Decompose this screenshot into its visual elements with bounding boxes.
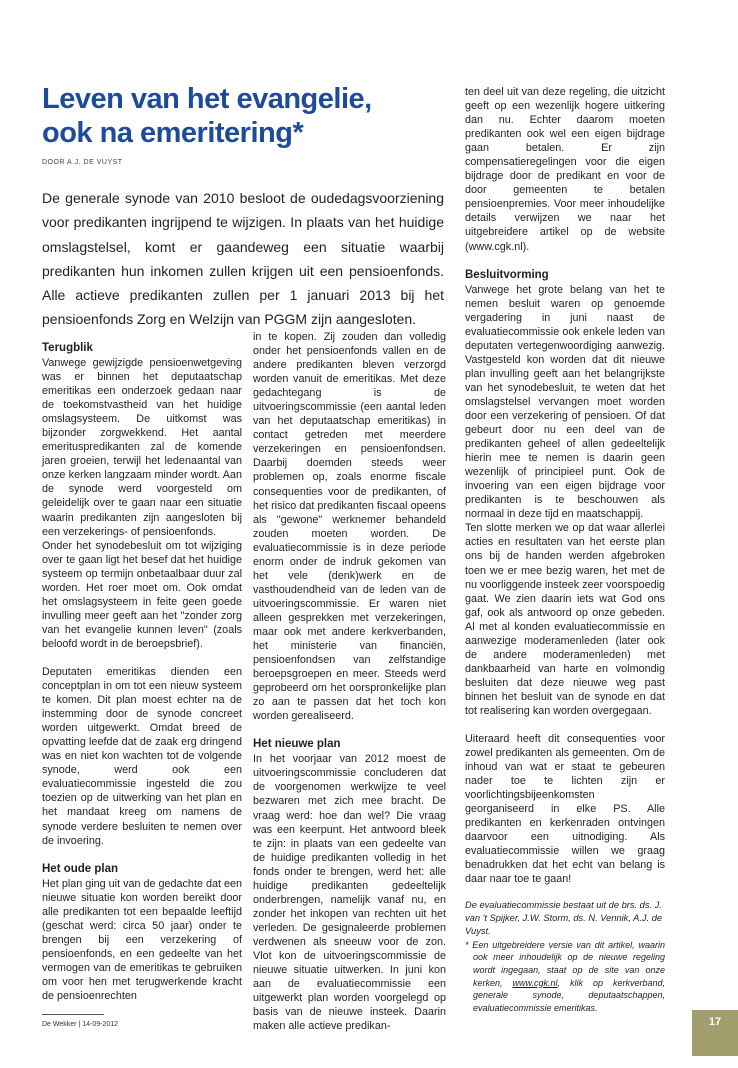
title-line-2: ook na emeritering* xyxy=(42,117,304,149)
column-2 xyxy=(253,330,446,1033)
byline: DOOR A.J. DE VUYST xyxy=(42,159,123,166)
column-3 xyxy=(465,85,665,1014)
footnote-text: , klik op kerkverband, generale synode, deputaatschappen, evaluatiecommissie emeritikas. xyxy=(473,977,665,1013)
publication-info: De Wekker | 14-09-2012 xyxy=(42,1021,119,1028)
paragraph: Deputaten emeritikas dienden een conceptplan in om tot een nieuw systeem te komen. Dit plan moest echter na de instemming door de synode concreet worden uitgewerkt. Omdat breed de opvatting leefde dat de zaak erg dringend was en niet kon wachten tot de volgende synode, werd ook een evaluatiecommissie ingesteld die zou toezien op de uitwerking van het plan en het mandaat kreeg om namens de synode verdere besluiten te nemen over de invoering. xyxy=(42,665,242,847)
paragraph: Ten slotte merken we op dat waar allerlei acties en resultaten van het eerste plan ons bij de handen werden afgebroken toen we er mee bezig waren, het met de nu voorliggende insteek zeer voorspoedig gaat. We zien daarin iets wat God ons gaf, ook als antwoord op onze gebeden. Al met al konden evaluatiecommissie en aanwezige moderamenleden (later ook de andere moderamenleden) met dankbaarheid van harte en volmondig besluiten dat deze nieuwe weg past binnen het besluit van de synode en dat tot realisering kan worden overgegaan. xyxy=(465,522,665,717)
column-1 xyxy=(42,341,242,1003)
article-title xyxy=(42,82,442,150)
paragraph: In het voorjaar van 2012 moest de uitvoeringscommissie concluderen dat de voorgenomen werkwijze te veel bezwaren met zich mee bracht. De vraag werd: hoe dan wel? Die vraag was een keerpunt. Het antwoord bleek te zijn: in plaats van een gedeelte van de huidige predikanten volledig in het fonds onder te brengen, werd het: alle huidige predikanten gedeeltelijk onderbrengen, namelijk vanaf nu, en zonder het inkopen van rechten uit het verleden. De gesignaleerde problemen verdwenen als sneeuw voor de zon. Vlot kon de uitvoeringscommissie de nieuwe situatie uitwerken. In juni kon aan de evaluatiecommissie een uitgewerkt plan worden voorgelegd op basis van de nieuwe insteek. Daarin maken alle actieve predikan- xyxy=(253,753,446,1033)
footer-divider xyxy=(42,1014,104,1015)
paragraph: Het plan ging uit van de gedachte dat een nieuwe situatie kon worden bereikt door alle predikanten tot een bepaalde leeftijd (geschat werd: circa 50 jaar) onder te brengen bij een verzekering of pensioenfonds, en een gedeelte van het vermogen van de emeritikas te gebruiken om voor hen met terugwerkende kracht de pensioenrechten xyxy=(42,877,242,1002)
paragraph: in te kopen. Zij zouden dan volledig onder het pensioenfonds vallen en de andere predikanten bleven verzorgd worden vanuit de emeritikas. Met deze gedachtegang is de uitvoeringscommissie (een aantal leden van het deputaatschap emeritikas) in contact getreden met meerdere verzekeringen en pensioenfondsen. Daarbij doemden steeds weer problemen op, zoals enorme fiscale consequenties voor de predikanten, of het risico dat predikanten fiscaal opeens als "gewone" werknemer behandeld zouden moeten worden. De evaluatiecommissie is in deze periode enorm onder de indruk gekomen van het vele (denk)werk en de vasthoudendheid van de leden van de uitvoeringscommissie. Er waren niet alleen gesprekken met verzekeringen, maar ook met andere kerkverbanden, het ministerie van financiën, pensioenfondsen van zelfstandige beroepsgroepen en meer. Steeds werd geprobeerd om het oorspronkelijke plan zo aan te passen dat het toch kon worden gerealiseerd. xyxy=(253,331,446,723)
heading-besluitvorming: Besluitvorming xyxy=(465,268,549,281)
lead-paragraph: De generale synode van 2010 besloot de oudedagsvoorziening voor predikanten ingrijpend te wijzigen. In plaats van het huidige omslagstelsel, komt er gaandeweg een situatie waarbij predikanten hun inkomen zullen krijgen uit een pensioenfonds. Alle actieve predikanten zullen per 1 januari 2013 bij het pensioenfonds Zorg en Welzijn van PGGM zijn aangesloten. xyxy=(42,190,444,328)
heading-het-nieuwe-plan: Het nieuwe plan xyxy=(253,738,341,751)
footnote xyxy=(465,939,665,1015)
paragraph: Uiteraard heeft dit consequenties voor zowel predikanten als gemeenten. Om de inhoud van wat er staat te gebeuren nader toe te lichten zijn er voorlichtingsbijeenkomsten georganiseerd in elke PS. Alle predikanten en kerkenraden ontvingen daarvoor een uitnodiging. Als evaluatiecommissie willen we graag benadrukken dat het echt van belang is daar naar toe te gaan! xyxy=(465,733,665,886)
paragraph: ten deel uit van deze regeling, die uitzicht geeft op een wezenlijk hogere uitkering dan nu. Echter daarom moeten predikanten ook wel een eigen bijdrage gaan betalen. Er zijn compensatieregelingen voor die eigen bijdrage door de predikant en voor de door gemeenten te betalen pensioenpremies. Voor meer inhoudelijke details verwijzen we naar het uitgebreidere artikel op de website (www.cgk.nl). xyxy=(465,86,665,253)
title-line-1: Leven van het evangelie, xyxy=(42,83,372,115)
website-link[interactable]: www.cgk.nl xyxy=(512,977,558,988)
footnote-text: * Een uitgebreidere versie van dit artikel, waarin ook meer inhoudelijk op de nieuwe regeling wordt ingegaan, staat op de site van onze kerken, xyxy=(465,939,665,988)
paragraph: Vanwege gewijzigde pensioenwetgeving was er binnen het deputaatschap emeritikas een onderzoek gedaan naar de toekomstvastheid van het huidige omslagsysteem. De uitkomst was bijzonder zorgwekkend. Het aantal emerituspredikanten zal de komende jaren groeien, terwijl het ledenaantal van onze kerken langzaam minder wordt. Aan de synode werd voorgesteld om geleidelijk over te gaan naar een situatie waarin predikanten zijn aangesloten bij een verzekerings- of pensioenfonds. xyxy=(42,357,242,538)
paragraph: Vanwege het grote belang van het te nemen besluit waren op genoemde vergadering in juni naast de evaluatiecommissie ook enkele leden van deputaten vertegenwoordiging aanwezig. Vastgesteld kon worden dat dit nieuwe plan invulling geeft aan het belangrijkste van het synodebesluit, te weten dat het omslagstelsel vervangen moet worden door een verzekering of pensioen. Of dat gebeurt door nu een deel van de predikanten geheel of allen gedeeltelijk hierin mee te nemen is daarin geen wezenlijk of principieel punt. Ook de invoering van een eigen bijdrage voor predikanten is te beschouwen als normaal in deze tijd en maatschappij. xyxy=(465,283,665,521)
committee-note: De evaluatiecommissie bestaat uit de brs. ds. J. van 't Spijker, J.W. Storm, ds. N. Vennik, A.J. de Vuyst. xyxy=(465,899,663,937)
paragraph: Onder het synodebesluit om tot wijziging over te gaan ligt het besef dat het huidige systeem op termijn onbetaalbaar duur zal worden. Het roer moet om. Ook omdat het omslagsysteem in feite geen goede invulling meer geeft aan het "zonder zorg van het evangelie kunnen leven" (zoals beloofd wordt in de beroepsbrief). xyxy=(42,539,242,650)
page-number: 17 xyxy=(692,1010,738,1056)
heading-terugblik: Terugblik xyxy=(42,342,93,354)
heading-het-oude-plan: Het oude plan xyxy=(42,862,119,875)
